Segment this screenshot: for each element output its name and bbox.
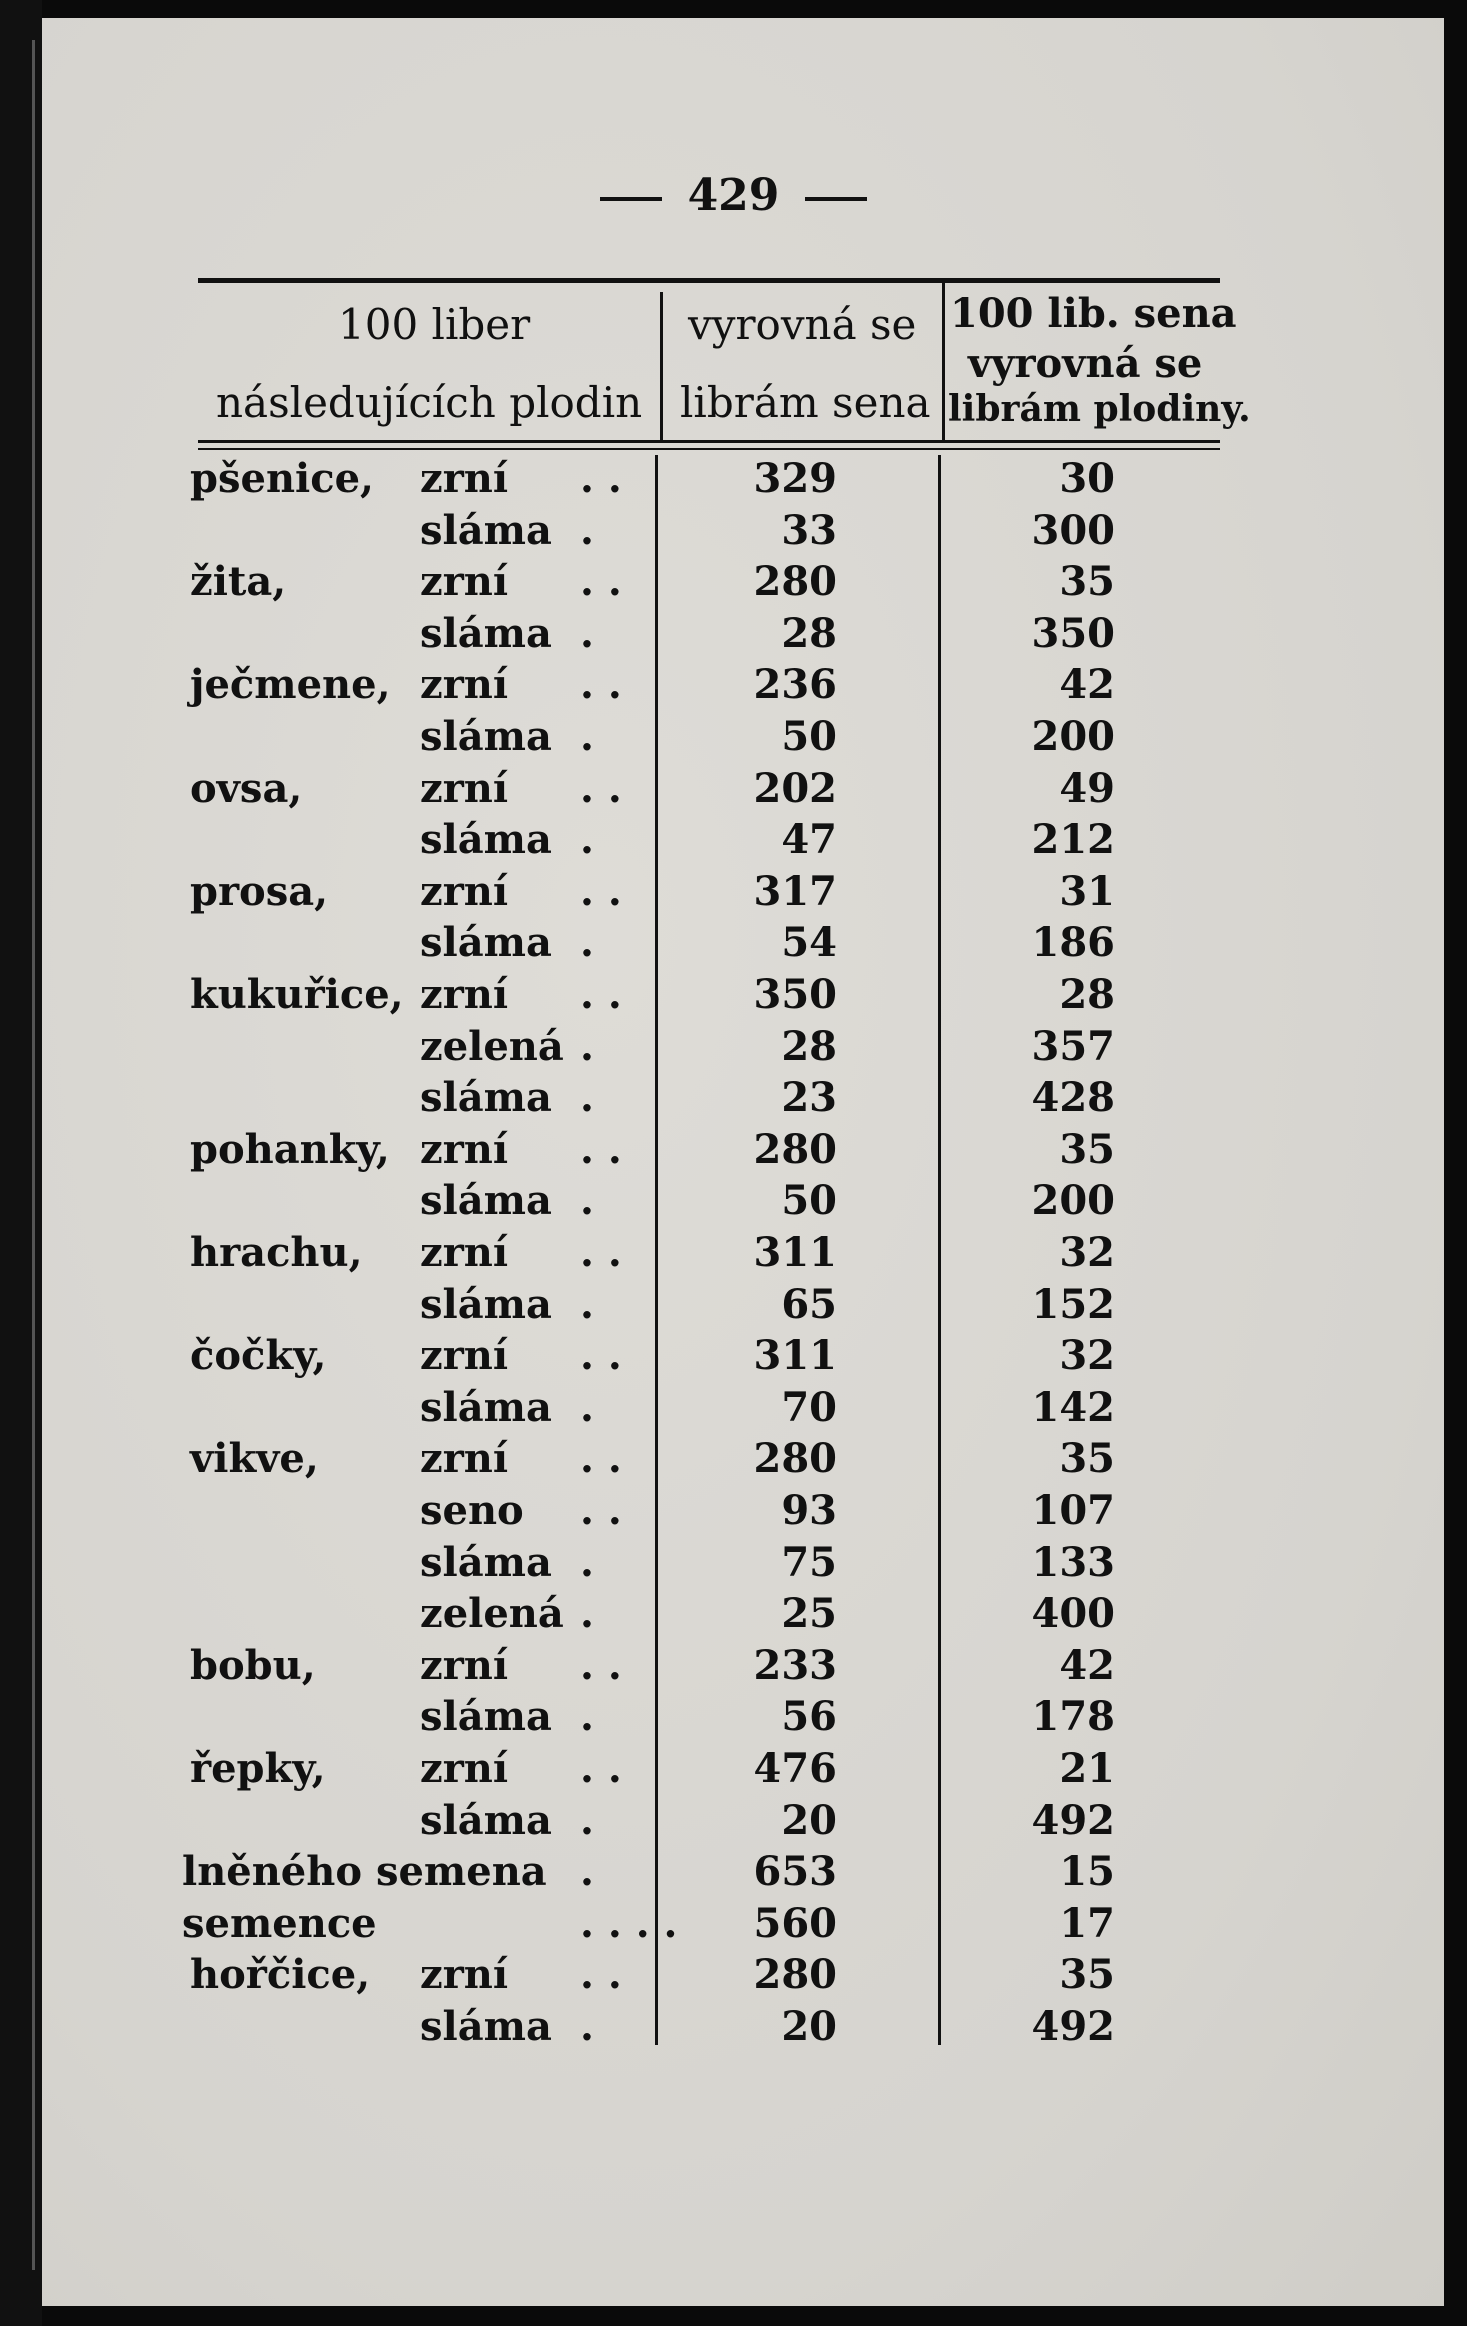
plant-part: sláma <box>420 1383 552 1431</box>
leader-dots: . . . . <box>580 1899 678 1947</box>
leader-dots: . . <box>580 867 622 915</box>
value-hay-equivalent: 65 <box>781 1280 837 1328</box>
plant-part: sláma <box>420 1177 552 1225</box>
crop-name: ječmene, <box>190 661 391 709</box>
leader-dots: . . <box>580 971 622 1018</box>
value-hay-equivalent: 317 <box>753 867 837 915</box>
leader-dots: . <box>580 919 594 967</box>
value-hay-equivalent: 54 <box>781 919 837 967</box>
plant-part: sláma <box>420 816 552 864</box>
crop-name: řepky, <box>190 1745 326 1792</box>
crop-name: čočky, <box>190 1332 327 1380</box>
plant-part: sláma <box>420 2003 552 2050</box>
plant-part: zrní <box>420 1125 509 1173</box>
crop-name: semence <box>182 1899 377 1947</box>
plant-part: seno <box>420 1487 524 1534</box>
value-hay-equivalent: 311 <box>753 1229 837 1276</box>
value-hay-equivalent: 560 <box>753 1899 837 1947</box>
value-hay-equivalent: 47 <box>781 816 837 864</box>
table-row <box>0 1074 1467 1126</box>
leader-dots: . <box>580 713 594 760</box>
header-col1-line2: následujících plodin <box>216 378 643 427</box>
value-crop-equivalent: 35 <box>1059 1435 1115 1483</box>
leader-dots: . <box>580 1848 594 1896</box>
crop-name: pohanky, <box>190 1125 390 1173</box>
value-crop-equivalent: 133 <box>1031 1538 1115 1586</box>
page-number-text: 429 <box>687 170 780 221</box>
table-row <box>0 868 1467 920</box>
plant-part: zrní <box>420 1435 509 1483</box>
table-row <box>0 1900 1467 1952</box>
table-row <box>0 1848 1467 1900</box>
leader-dots: . <box>580 1177 594 1225</box>
leader-dots: . <box>580 1693 594 1741</box>
value-hay-equivalent: 476 <box>753 1745 837 1792</box>
table-row <box>0 919 1467 971</box>
table-row <box>0 1951 1467 2003</box>
value-crop-equivalent: 17 <box>1059 1899 1115 1947</box>
table-row <box>0 971 1467 1023</box>
value-hay-equivalent: 56 <box>781 1693 837 1741</box>
plant-part: sláma <box>420 1074 552 1122</box>
leader-dots: . <box>580 816 594 864</box>
leader-dots: . <box>580 2003 594 2050</box>
value-crop-equivalent: 152 <box>1031 1280 1115 1328</box>
value-crop-equivalent: 357 <box>1031 1022 1115 1070</box>
crop-name: hrachu, <box>190 1229 363 1276</box>
leader-dots: . . <box>580 1951 622 1999</box>
table-row <box>0 1539 1467 1591</box>
leader-dots: . <box>580 609 594 657</box>
plant-part: sláma <box>420 919 552 967</box>
table-row <box>0 1590 1467 1642</box>
value-hay-equivalent: 202 <box>753 764 837 812</box>
value-crop-equivalent: 35 <box>1059 558 1115 606</box>
value-hay-equivalent: 311 <box>753 1332 837 1380</box>
value-hay-equivalent: 653 <box>753 1848 837 1896</box>
value-hay-equivalent: 23 <box>781 1074 837 1122</box>
value-hay-equivalent: 28 <box>781 609 837 657</box>
value-crop-equivalent: 142 <box>1031 1383 1115 1431</box>
table-row <box>0 1693 1467 1745</box>
value-crop-equivalent: 428 <box>1031 1074 1115 1122</box>
value-crop-equivalent: 350 <box>1031 609 1115 657</box>
value-crop-equivalent: 35 <box>1059 1125 1115 1173</box>
table-row <box>0 610 1467 662</box>
table-row <box>0 713 1467 765</box>
table-row <box>0 1435 1467 1487</box>
header-bottom-rule <box>198 440 1220 443</box>
col-divider-2 <box>942 278 945 442</box>
value-crop-equivalent: 200 <box>1031 713 1115 760</box>
value-hay-equivalent: 280 <box>753 1951 837 1999</box>
value-crop-equivalent: 400 <box>1031 1590 1115 1638</box>
leader-dots: . <box>580 1280 594 1328</box>
table-row <box>0 1281 1467 1333</box>
value-hay-equivalent: 75 <box>781 1538 837 1586</box>
value-crop-equivalent: 200 <box>1031 1177 1115 1225</box>
header-col2-line1: vyrovná se <box>688 300 917 349</box>
table-row <box>0 507 1467 559</box>
value-hay-equivalent: 33 <box>781 506 837 554</box>
value-crop-equivalent: 212 <box>1031 816 1115 864</box>
crop-name: lněného semena <box>182 1848 547 1896</box>
value-crop-equivalent: 32 <box>1059 1332 1115 1380</box>
table-row <box>0 765 1467 817</box>
value-hay-equivalent: 93 <box>781 1487 837 1534</box>
plant-part: zrní <box>420 1951 509 1999</box>
header-col3-line2: vyrovná se <box>968 340 1203 387</box>
value-hay-equivalent: 28 <box>781 1022 837 1070</box>
value-crop-equivalent: 178 <box>1031 1693 1115 1741</box>
col-divider-1 <box>660 292 663 442</box>
leader-dots: . . <box>580 1332 622 1380</box>
leader-dots: . . <box>580 1641 622 1689</box>
value-crop-equivalent: 42 <box>1059 661 1115 709</box>
header-col1-line1: 100 liber <box>338 300 531 349</box>
value-crop-equivalent: 35 <box>1059 1951 1115 1999</box>
value-crop-equivalent: 32 <box>1059 1229 1115 1276</box>
value-hay-equivalent: 280 <box>753 558 837 606</box>
value-hay-equivalent: 280 <box>753 1435 837 1483</box>
table-row <box>0 1023 1467 1075</box>
value-crop-equivalent: 31 <box>1059 867 1115 915</box>
value-hay-equivalent: 70 <box>781 1383 837 1431</box>
table-row <box>0 1642 1467 1694</box>
header-col3-line1: 100 lib. sena <box>950 290 1237 337</box>
header-bottom-rule-2 <box>198 448 1220 450</box>
leader-dots: . <box>580 1538 594 1586</box>
leader-dots: . <box>580 506 594 554</box>
value-hay-equivalent: 350 <box>753 971 837 1018</box>
leader-dots: . <box>580 1383 594 1431</box>
leader-dots: . . <box>580 558 622 606</box>
crop-name: ovsa, <box>190 764 303 812</box>
value-hay-equivalent: 233 <box>753 1641 837 1689</box>
crop-name: pšenice, <box>190 455 374 502</box>
leader-dots: . . <box>580 661 622 709</box>
plant-part: sláma <box>420 1693 552 1741</box>
leader-dots: . . <box>580 455 622 502</box>
value-crop-equivalent: 42 <box>1059 1641 1115 1689</box>
header-col3-line3: librám plodiny. <box>948 388 1251 430</box>
value-crop-equivalent: 107 <box>1031 1487 1115 1534</box>
value-hay-equivalent: 50 <box>781 713 837 760</box>
leader-dots: . . <box>580 1435 622 1483</box>
leader-dots: . <box>580 1796 594 1844</box>
crop-name: vikve, <box>190 1435 319 1483</box>
table-row <box>0 816 1467 868</box>
plant-part: sláma <box>420 713 552 760</box>
plant-part: sláma <box>420 1280 552 1328</box>
leader-dots: . . <box>580 1487 622 1534</box>
leader-dots: . . <box>580 1745 622 1792</box>
value-hay-equivalent: 329 <box>753 455 837 502</box>
value-crop-equivalent: 300 <box>1031 506 1115 554</box>
plant-part: sláma <box>420 1796 552 1844</box>
plant-part: zrní <box>420 764 509 812</box>
table-row <box>0 661 1467 713</box>
plant-part: zrní <box>420 1641 509 1689</box>
leader-dots: . . <box>580 1125 622 1173</box>
table-row <box>0 1745 1467 1797</box>
plant-part: zelená <box>420 1590 564 1638</box>
value-crop-equivalent: 492 <box>1031 2003 1115 2050</box>
crop-name: bobu, <box>190 1641 316 1689</box>
plant-part: zrní <box>420 971 509 1018</box>
table-row <box>0 1487 1467 1539</box>
table-row <box>0 1126 1467 1178</box>
value-hay-equivalent: 50 <box>781 1177 837 1225</box>
plant-part: zelená <box>420 1022 564 1070</box>
value-hay-equivalent: 20 <box>781 2003 837 2050</box>
table-row <box>0 1177 1467 1229</box>
leader-dots: . <box>580 1590 594 1638</box>
value-crop-equivalent: 15 <box>1059 1848 1115 1896</box>
value-crop-equivalent: 492 <box>1031 1796 1115 1844</box>
crop-name: žita, <box>190 558 287 606</box>
plant-part: zrní <box>420 661 509 709</box>
table-row <box>0 1797 1467 1849</box>
table-row <box>0 1332 1467 1384</box>
plant-part: zrní <box>420 867 509 915</box>
plant-part: zrní <box>420 455 509 502</box>
plant-part: zrní <box>420 1332 509 1380</box>
table-row <box>0 558 1467 610</box>
top-rule <box>198 278 1220 283</box>
table-row <box>0 1384 1467 1436</box>
crop-name: prosa, <box>190 867 329 915</box>
table-row <box>0 455 1467 507</box>
value-crop-equivalent: 21 <box>1059 1745 1115 1792</box>
leader-dots: . <box>580 1022 594 1070</box>
value-hay-equivalent: 280 <box>753 1125 837 1173</box>
plant-part: zrní <box>420 558 509 606</box>
value-crop-equivalent: 28 <box>1059 971 1115 1018</box>
crop-name: kukuřice, <box>190 971 404 1018</box>
leader-dots: . . <box>580 1229 622 1276</box>
value-hay-equivalent: 236 <box>753 661 837 709</box>
plant-part: zrní <box>420 1745 509 1792</box>
table-row <box>0 1229 1467 1281</box>
plant-part: sláma <box>420 1538 552 1586</box>
value-crop-equivalent: 30 <box>1059 455 1115 502</box>
plant-part: sláma <box>420 609 552 657</box>
plant-part: sláma <box>420 506 552 554</box>
header-col2-line2: librám sena <box>680 378 931 427</box>
value-crop-equivalent: 186 <box>1031 919 1115 967</box>
value-hay-equivalent: 20 <box>781 1796 837 1844</box>
leader-dots: . <box>580 1074 594 1122</box>
leader-dots: . . <box>580 764 622 812</box>
table-row <box>0 2003 1467 2055</box>
crop-name: hořčice, <box>190 1951 371 1999</box>
value-hay-equivalent: 25 <box>781 1590 837 1638</box>
plant-part: zrní <box>420 1229 509 1276</box>
value-crop-equivalent: 49 <box>1059 764 1115 812</box>
